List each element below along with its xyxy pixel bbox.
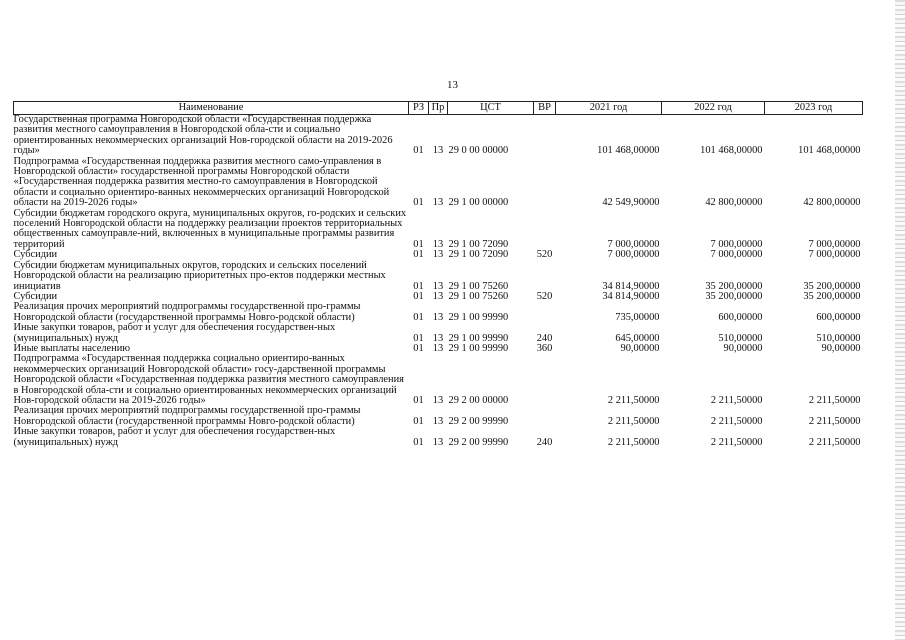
cell-vr: 520: [536, 249, 553, 261]
budget-table: [13, 101, 863, 448]
header-name: Наименование: [14, 102, 409, 115]
cell-y2022: 2 211,50000: [710, 394, 763, 406]
cell-y2021: 34 814,90000: [602, 290, 660, 302]
cell-y2021: 42 549,90000: [602, 197, 660, 209]
cell-name: Иные закупки товаров, работ и услуг для обеспечения государствен-ных (муниципальных) нужд: [13, 426, 336, 448]
cell-pr: 13: [432, 394, 444, 406]
cell-y2022: 510,00000: [718, 332, 763, 344]
header-cst: ЦСТ: [448, 102, 534, 115]
cell-rz: 01: [413, 415, 424, 427]
table-row: [14, 209, 863, 251]
cell-vr: 240: [536, 436, 553, 448]
cell-name: Реализация прочих мероприятий подпрограммы государственной про-граммы Новгородской области (государственной программы Новго-родской области): [13, 405, 361, 427]
cell-y2021: 2 211,50000: [607, 394, 660, 406]
cell-rz: 01: [413, 332, 424, 344]
cell-pr: 13: [432, 415, 444, 427]
cell-y2022: 7 000,00000: [710, 238, 763, 250]
cell-pr: 13: [432, 332, 444, 344]
cell-pr: 13: [432, 249, 444, 261]
cell-cst: 29 1 00 99990: [448, 311, 509, 323]
cell-rz: 01: [413, 290, 424, 302]
cell-name: Иные выплаты населению: [13, 342, 131, 354]
cell-y2022: 2 211,50000: [710, 436, 763, 448]
cell-y2022: 2 211,50000: [710, 415, 763, 427]
cell-vr: 240: [536, 332, 553, 344]
header-rz: РЗ: [409, 102, 429, 115]
table-row: [14, 157, 863, 209]
cell-cst: 29 2 00 00000: [448, 394, 509, 406]
cell-name: Субсидии бюджетам городского округа, муниципальных округов, го-родских и сельских поселений Новгородской области на поддержку реализации проектов территориальных общественных самоуправле-ний, включенных в муниципальные программы развития территорий: [13, 207, 407, 250]
table-row: [14, 406, 863, 427]
cell-pr: 13: [432, 290, 444, 302]
cell-vr: [534, 115, 556, 157]
cell-vr: [534, 406, 556, 427]
cell-rz: 01: [413, 249, 424, 261]
cell-y2022: 600,00000: [718, 311, 763, 323]
cell-cst: 29 2 00 99990: [448, 415, 509, 427]
cell-rz: 01: [413, 280, 424, 292]
cell-y2021: 2 211,50000: [607, 415, 660, 427]
cell-vr: 360: [536, 342, 553, 354]
cell-y2023: 2 211,50000: [808, 436, 861, 448]
cell-vr: 520: [536, 290, 553, 302]
table-row: [14, 323, 863, 344]
cell-pr: 13: [432, 197, 444, 209]
cell-y2023: 90,00000: [821, 342, 861, 354]
header-2022: 2022 год: [662, 102, 765, 115]
table-row: [14, 302, 863, 323]
cell-y2023: 2 211,50000: [808, 415, 861, 427]
cell-y2021: 735,00000: [615, 311, 660, 323]
cell-y2021: 7 000,00000: [607, 249, 660, 261]
cell-name: Субсидии: [13, 290, 58, 302]
cell-y2021: 90,00000: [620, 342, 660, 354]
page-number: 13: [447, 79, 458, 91]
cell-cst: 29 1 00 00000: [448, 197, 509, 209]
cell-y2022: 7 000,00000: [710, 249, 763, 261]
cell-rz: 01: [413, 342, 424, 354]
table-row: [14, 261, 863, 292]
cell-cst: 29 1 00 72090: [448, 238, 509, 250]
cell-vr: [534, 354, 556, 406]
cell-pr: 13: [432, 145, 444, 157]
cell-rz: 01: [413, 238, 424, 250]
cell-cst: 29 2 00 99990: [448, 436, 509, 448]
cell-rz: 01: [413, 197, 424, 209]
table-header: [14, 102, 863, 115]
cell-vr: [534, 157, 556, 209]
cell-vr: [534, 209, 556, 251]
cell-y2023: 42 800,00000: [803, 197, 861, 209]
cell-rz: 01: [413, 394, 424, 406]
cell-y2023: 600,00000: [816, 311, 861, 323]
cell-name: Реализация прочих мероприятий подпрограммы государственной про-граммы Новгородской области (государственной программы Новго-родской области): [13, 301, 361, 323]
cell-name: Государственная программа Новгородской области «Государственная поддержка развития местного самоуправления в Новгородской обла-сти и социально ориентированных некоммерческих организаций Нов-городской области на 2019-2026 годы»: [13, 114, 393, 157]
cell-y2023: 35 200,00000: [803, 280, 861, 292]
cell-vr: [534, 302, 556, 323]
header-2021: 2021 год: [556, 102, 662, 115]
cell-y2022: 35 200,00000: [705, 280, 763, 292]
cell-pr: 13: [432, 238, 444, 250]
cell-y2023: 510,00000: [816, 332, 861, 344]
header-2023: 2023 год: [765, 102, 863, 115]
header-vr: ВР: [534, 102, 556, 115]
table-row: [14, 427, 863, 448]
cell-rz: 01: [413, 311, 424, 323]
cell-name: Подпрограмма «Государственная поддержка социально ориентиро-ванных некоммерческих организаций Новгородской области» госу-дарственной программы Новгородской области «Государственная поддержка развития местного самоуправления в Новгородской обла-сти и социально ориентированных некоммерческих организаций Нов-городской области на 2019-2026 годы»: [13, 353, 404, 406]
cell-y2021: 2 211,50000: [607, 436, 660, 448]
cell-y2022: 101 468,00000: [700, 145, 763, 157]
cell-pr: 13: [432, 436, 444, 448]
cell-y2023: 2 211,50000: [808, 394, 861, 406]
cell-cst: 29 1 00 72090: [448, 249, 509, 261]
cell-pr: 13: [432, 280, 444, 292]
cell-cst: 29 1 00 75260: [448, 280, 509, 292]
table-row: [14, 354, 863, 406]
scan-edge-artifact: [895, 0, 905, 640]
cell-y2023: 7 000,00000: [808, 238, 861, 250]
cell-name: Иные закупки товаров, работ и услуг для обеспечения государствен-ных (муниципальных) нужд: [13, 322, 336, 344]
cell-y2021: 645,00000: [615, 332, 660, 344]
cell-y2022: 90,00000: [723, 342, 763, 354]
cell-cst: 29 0 00 00000: [448, 145, 509, 157]
cell-name: Подпрограмма «Государственная поддержка развития местного само-управления в Новгородской области» государственной программы Новгородской области «Государственная поддержка развития местно-го самоуправления в Новгородской области и социально ориентиро-ванных некоммерческих организаций Новгородской области на 2019-2026 годы»: [13, 155, 390, 209]
table-body: [14, 115, 863, 449]
header-pr: Пр: [429, 102, 448, 115]
cell-cst: 29 1 00 99990: [448, 342, 509, 354]
cell-pr: 13: [432, 311, 444, 323]
cell-y2021: 101 468,00000: [597, 145, 660, 157]
cell-vr: [534, 261, 556, 292]
cell-y2023: 35 200,00000: [803, 290, 861, 302]
cell-y2023: 7 000,00000: [808, 249, 861, 261]
table-row: [14, 115, 863, 157]
cell-name: Субсидии бюджетам муниципальных округов, городских и сельских поселений Новгородской области на реализацию приоритетных про-ектов поддержки местных инициатив: [13, 259, 386, 292]
cell-pr: 13: [432, 342, 444, 354]
cell-cst: 29 1 00 75260: [448, 290, 509, 302]
cell-rz: 01: [413, 145, 424, 157]
cell-y2022: 35 200,00000: [705, 290, 763, 302]
cell-rz: 01: [413, 436, 424, 448]
cell-y2022: 42 800,00000: [705, 197, 763, 209]
cell-y2021: 7 000,00000: [607, 238, 660, 250]
cell-y2023: 101 468,00000: [798, 145, 861, 157]
cell-name: Субсидии: [13, 249, 58, 261]
cell-cst: 29 1 00 99990: [448, 332, 509, 344]
cell-y2021: 34 814,90000: [602, 280, 660, 292]
